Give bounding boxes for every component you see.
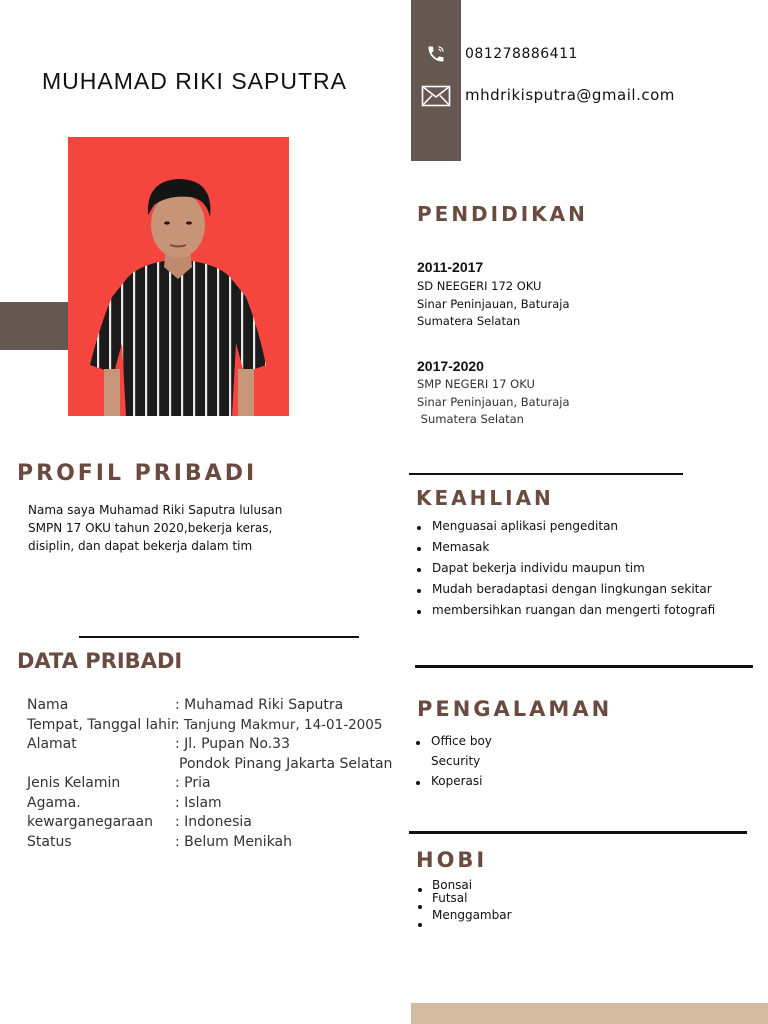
list-item: Dapat bekerja individu maupun tim: [416, 561, 715, 582]
profile-line: SMPN 17 OKU tahun 2020,bekerja keras,: [28, 521, 273, 535]
data-label: Alamat: [27, 736, 77, 752]
list-item: Menggambar: [432, 908, 512, 922]
list-item: Menguasai aplikasi pengeditan: [416, 519, 715, 540]
personal-data-heading: DATA PRIBADI: [17, 649, 183, 673]
bullet-icon: [416, 781, 420, 785]
education-line: Sinar Peninjauan, Baturaja: [417, 296, 570, 311]
list-item: Security: [431, 754, 481, 768]
education-line: Sumatera Selatan: [417, 314, 521, 328]
data-label: Jenis Kelamin: [27, 775, 121, 791]
phone-number: 081278886411: [465, 46, 578, 62]
education-line: Sumatera Selatan: [417, 412, 524, 426]
education-entry: [417, 376, 570, 429]
divider: [415, 665, 753, 668]
list-item: Mudah beradaptasi dengan lingkungan sekitar: [416, 582, 715, 603]
bullet-icon: [416, 741, 420, 745]
list-item: Memasak: [416, 540, 715, 561]
decorative-bottom-bar: [411, 1003, 768, 1024]
phone-icon: [426, 44, 446, 64]
divider: [409, 831, 747, 834]
skills-heading: KEAHLIAN: [416, 486, 554, 510]
profile-heading: PROFIL PRIBADI: [17, 461, 258, 486]
bullet-icon: [418, 923, 422, 927]
data-value: : Indonesia: [175, 814, 252, 830]
list-item: Koperasi: [415, 774, 492, 794]
list-item: Futsal: [432, 891, 468, 905]
bullet-icon: [418, 888, 422, 892]
hobbies-list: [415, 878, 615, 938]
data-value: : Jl. Pupan No.33: [175, 736, 291, 752]
data-label: Nama: [27, 697, 69, 713]
education-years: 2011-2017: [417, 259, 484, 275]
mail-icon: [421, 85, 451, 107]
education-years: 2017-2020: [417, 358, 484, 374]
bullet-icon: [417, 526, 421, 530]
education-entry: [417, 278, 570, 331]
data-label: Status: [27, 834, 72, 850]
list-item: Office boy: [415, 734, 492, 754]
list-item: Bonsai: [432, 878, 473, 892]
contact-bar: [411, 0, 461, 161]
data-value: : Belum Menikah: [175, 834, 293, 850]
bullet-icon: [417, 568, 421, 572]
hobbies-heading: HOBI: [416, 848, 488, 872]
education-line: SMP NEGERI 17 OKU: [417, 377, 535, 391]
full-name: MUHAMAD RIKI SAPUTRA: [42, 68, 347, 94]
bullet-icon: [417, 610, 421, 614]
bullet-icon: [418, 905, 422, 909]
data-value: : Pria: [175, 775, 211, 791]
data-label: kewarganegaraan: [27, 814, 153, 830]
data-value: : Muhamad Riki Saputra: [175, 697, 344, 713]
divider: [409, 473, 683, 475]
bullet-icon: [417, 589, 421, 593]
data-label: Tempat, Tanggal lahir: [27, 717, 177, 733]
profile-line: disiplin, dan dapat bekerja dalam tim: [28, 539, 253, 553]
list-item: membersihkan ruangan dan mengerti fotografi: [416, 603, 715, 624]
education-line: SD NEEGERI 172 OKU: [417, 279, 542, 293]
experience-heading: PENGALAMAN: [417, 697, 613, 721]
data-label: Agama.: [27, 795, 81, 811]
education-line: Sinar Peninjauan, Baturaja: [417, 394, 570, 409]
education-heading: PENDIDIKAN: [417, 202, 588, 226]
data-value: Pondok Pinang Jakarta Selatan: [179, 756, 393, 772]
bullet-icon: [417, 547, 421, 551]
experience-list: [415, 734, 492, 794]
email-address: mhdrikisputra@gmail.com: [465, 86, 675, 104]
skills-list: [416, 519, 715, 624]
data-value: : Islam: [175, 795, 222, 811]
data-value: : Tanjung Makmur, 14-01-2005: [175, 717, 383, 733]
profile-line: Nama saya Muhamad Riki Saputra lulusan: [28, 503, 283, 517]
